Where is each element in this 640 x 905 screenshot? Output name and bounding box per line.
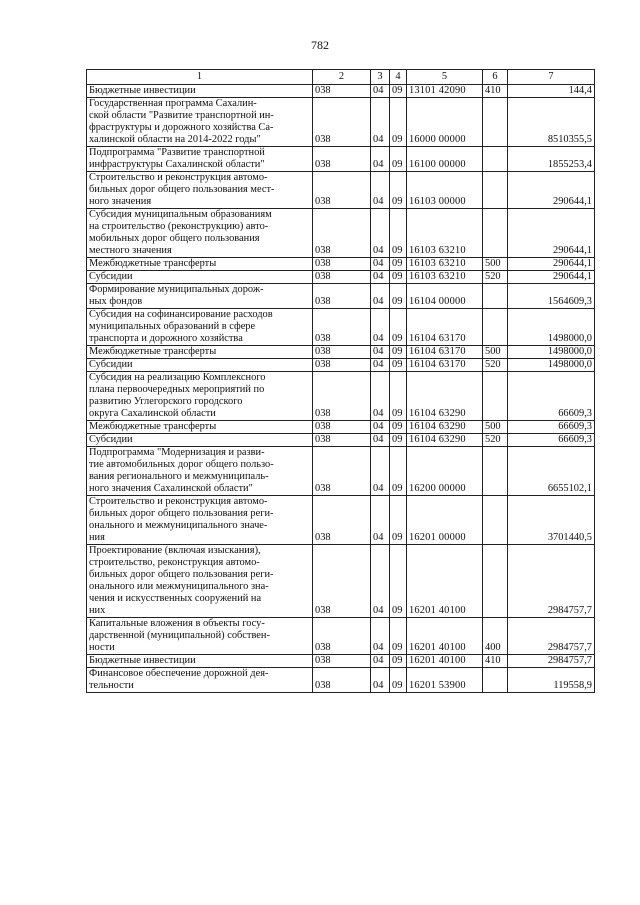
table-row xyxy=(87,284,595,309)
section-code: 04 xyxy=(371,372,390,421)
row-name: Формирование муниципальных дорож- ных фондов xyxy=(87,284,313,309)
section-code: 04 xyxy=(371,421,390,434)
section-code: 04 xyxy=(371,172,390,209)
sum-value: 6655102,1 xyxy=(508,447,595,496)
row-name: Проектирование (включая изыскания), строительство, реконструкция автомо- бильных дорог общего пользования реги- онального или межмуниципального зна- чения и искусственных сооружений на них xyxy=(87,545,313,618)
expense-type-code xyxy=(483,284,508,309)
ministry-code: 038 xyxy=(313,359,371,372)
sum-value: 2984757,7 xyxy=(508,545,595,618)
ministry-code: 038 xyxy=(313,655,371,668)
section-code: 04 xyxy=(371,258,390,271)
header-cell-4: 4 xyxy=(390,70,407,85)
ministry-code: 038 xyxy=(313,447,371,496)
sum-value: 290644,1 xyxy=(508,209,595,258)
table-row xyxy=(87,447,595,496)
expense-type-code: 410 xyxy=(483,655,508,668)
expense-type-code xyxy=(483,147,508,172)
subsection-code: 09 xyxy=(390,147,407,172)
target-article-code: 16103 00000 xyxy=(407,172,483,209)
sum-value: 119558,9 xyxy=(508,668,595,693)
table-row xyxy=(87,209,595,258)
subsection-code: 09 xyxy=(390,372,407,421)
expense-type-code xyxy=(483,668,508,693)
row-name: Подпрограмма "Модернизация и разви- тие автомобильных дорог общего пользо- вания регионального и межмуниципаль- ного значения Сахалинской области" xyxy=(87,447,313,496)
ministry-code: 038 xyxy=(313,545,371,618)
row-name: Строительство и реконструкция автомо- бильных дорог общего пользования мест- ного значения xyxy=(87,172,313,209)
expense-type-code xyxy=(483,98,508,147)
row-name: Субсидия муниципальным образованиям на строительство (реконструкцию) авто- мобильных дорог общего пользования местного значения xyxy=(87,209,313,258)
target-article-code: 16201 40100 xyxy=(407,545,483,618)
expense-type-code: 520 xyxy=(483,434,508,447)
row-name: Капитальные вложения в объекты госу- дарственной (муниципальной) собствен- ности xyxy=(87,618,313,655)
row-name: Подпрограмма "Развитие транспортной инфраструктуры Сахалинской области" xyxy=(87,147,313,172)
target-article-code: 16104 63290 xyxy=(407,372,483,421)
row-name: Субсидии xyxy=(87,434,313,447)
expense-type-code: 500 xyxy=(483,421,508,434)
target-article-code: 16104 63170 xyxy=(407,309,483,346)
section-code: 04 xyxy=(371,209,390,258)
expense-type-code: 400 xyxy=(483,618,508,655)
ministry-code: 038 xyxy=(313,258,371,271)
subsection-code: 09 xyxy=(390,359,407,372)
target-article-code: 16201 00000 xyxy=(407,496,483,545)
section-code: 04 xyxy=(371,655,390,668)
header-cell-1: 1 xyxy=(87,70,313,85)
sum-value: 144,4 xyxy=(508,85,595,98)
table-row xyxy=(87,98,595,147)
table-row xyxy=(87,309,595,346)
row-name: Субсидии xyxy=(87,271,313,284)
row-name: Межбюджетные трансферты xyxy=(87,421,313,434)
ministry-code: 038 xyxy=(313,309,371,346)
header-cell-6: 6 xyxy=(483,70,508,85)
table-row xyxy=(87,147,595,172)
subsection-code: 09 xyxy=(390,421,407,434)
budget-table xyxy=(86,69,595,693)
sum-value: 290644,1 xyxy=(508,258,595,271)
table-row xyxy=(87,655,595,668)
section-code: 04 xyxy=(371,359,390,372)
ministry-code: 038 xyxy=(313,147,371,172)
expense-type-code: 520 xyxy=(483,271,508,284)
table-row xyxy=(87,372,595,421)
target-article-code: 16104 00000 xyxy=(407,284,483,309)
table-row xyxy=(87,434,595,447)
table-row xyxy=(87,359,595,372)
subsection-code: 09 xyxy=(390,346,407,359)
section-code: 04 xyxy=(371,147,390,172)
expense-type-code xyxy=(483,496,508,545)
row-name: Бюджетные инвестиции xyxy=(87,655,313,668)
target-article-code: 16104 63170 xyxy=(407,359,483,372)
section-code: 04 xyxy=(371,496,390,545)
table-row xyxy=(87,668,595,693)
sum-value: 1498000,0 xyxy=(508,346,595,359)
ministry-code: 038 xyxy=(313,421,371,434)
subsection-code: 09 xyxy=(390,85,407,98)
sum-value: 1498000,0 xyxy=(508,359,595,372)
subsection-code: 09 xyxy=(390,271,407,284)
expense-type-code xyxy=(483,309,508,346)
ministry-code: 038 xyxy=(313,618,371,655)
table-row xyxy=(87,496,595,545)
subsection-code: 09 xyxy=(390,309,407,346)
sum-value: 2984757,7 xyxy=(508,618,595,655)
header-cell-5: 5 xyxy=(407,70,483,85)
header-cell-3: 3 xyxy=(371,70,390,85)
subsection-code: 09 xyxy=(390,258,407,271)
row-name: Межбюджетные трансферты xyxy=(87,346,313,359)
table-row xyxy=(87,258,595,271)
sum-value: 1855253,4 xyxy=(508,147,595,172)
header-cell-7: 7 xyxy=(508,70,595,85)
ministry-code: 038 xyxy=(313,496,371,545)
target-article-code: 16000 00000 xyxy=(407,98,483,147)
target-article-code: 16201 53900 xyxy=(407,668,483,693)
target-article-code: 16104 63170 xyxy=(407,346,483,359)
ministry-code: 038 xyxy=(313,85,371,98)
expense-type-code: 520 xyxy=(483,359,508,372)
subsection-code: 09 xyxy=(390,98,407,147)
row-name: Субсидии xyxy=(87,359,313,372)
target-article-code: 16200 00000 xyxy=(407,447,483,496)
row-name: Субсидия на реализацию Комплексного плана первоочередных мероприятий по развитию Углегорского городского округа Сахалинской области xyxy=(87,372,313,421)
subsection-code: 09 xyxy=(390,284,407,309)
expense-type-code xyxy=(483,447,508,496)
target-article-code: 16103 63210 xyxy=(407,271,483,284)
row-name: Субсидия на софинансирование расходов муниципальных образований в сфере транспорта и дорожного хозяйства xyxy=(87,309,313,346)
expense-type-code xyxy=(483,209,508,258)
row-name: Государственная программа Сахалин- ской области "Развитие транспортной ин- фраструктуры и дорожного хозяйства Са- халинской области на 2014-2022 годы" xyxy=(87,98,313,147)
sum-value: 1564609,3 xyxy=(508,284,595,309)
subsection-code: 09 xyxy=(390,209,407,258)
target-article-code: 16201 40100 xyxy=(407,618,483,655)
sum-value: 3701440,5 xyxy=(508,496,595,545)
target-article-code: 16103 63210 xyxy=(407,258,483,271)
ministry-code: 038 xyxy=(313,284,371,309)
section-code: 04 xyxy=(371,545,390,618)
target-article-code: 16104 63290 xyxy=(407,421,483,434)
expense-type-code xyxy=(483,172,508,209)
page-number: 782 xyxy=(311,38,329,52)
table-row xyxy=(87,545,595,618)
row-name: Межбюджетные трансферты xyxy=(87,258,313,271)
section-code: 04 xyxy=(371,309,390,346)
expense-type-code: 410 xyxy=(483,85,508,98)
subsection-code: 09 xyxy=(390,618,407,655)
subsection-code: 09 xyxy=(390,447,407,496)
section-code: 04 xyxy=(371,434,390,447)
table-row xyxy=(87,618,595,655)
sum-value: 290644,1 xyxy=(508,271,595,284)
section-code: 04 xyxy=(371,98,390,147)
table-row xyxy=(87,172,595,209)
row-name: Финансовое обеспечение дорожной дея- тельности xyxy=(87,668,313,693)
section-code: 04 xyxy=(371,618,390,655)
table-row xyxy=(87,421,595,434)
target-article-code: 16104 63290 xyxy=(407,434,483,447)
sum-value: 290644,1 xyxy=(508,172,595,209)
section-code: 04 xyxy=(371,284,390,309)
subsection-code: 09 xyxy=(390,545,407,618)
ministry-code: 038 xyxy=(313,172,371,209)
sum-value: 2984757,7 xyxy=(508,655,595,668)
subsection-code: 09 xyxy=(390,655,407,668)
row-name: Бюджетные инвестиции xyxy=(87,85,313,98)
row-name: Строительство и реконструкция автомо- бильных дорог общего пользования реги- онального и межмуниципального значе- ния xyxy=(87,496,313,545)
target-article-code: 16201 40100 xyxy=(407,655,483,668)
header-cell-2: 2 xyxy=(313,70,371,85)
ministry-code: 038 xyxy=(313,98,371,147)
ministry-code: 038 xyxy=(313,668,371,693)
subsection-code: 09 xyxy=(390,434,407,447)
target-article-code: 16100 00000 xyxy=(407,147,483,172)
ministry-code: 038 xyxy=(313,271,371,284)
subsection-code: 09 xyxy=(390,668,407,693)
expense-type-code xyxy=(483,545,508,618)
subsection-code: 09 xyxy=(390,496,407,545)
ministry-code: 038 xyxy=(313,209,371,258)
table-header-row xyxy=(87,70,595,85)
section-code: 04 xyxy=(371,668,390,693)
section-code: 04 xyxy=(371,85,390,98)
sum-value: 66609,3 xyxy=(508,421,595,434)
ministry-code: 038 xyxy=(313,372,371,421)
sum-value: 66609,3 xyxy=(508,434,595,447)
expense-type-code xyxy=(483,372,508,421)
expense-type-code: 500 xyxy=(483,258,508,271)
ministry-code: 038 xyxy=(313,434,371,447)
target-article-code: 16103 63210 xyxy=(407,209,483,258)
ministry-code: 038 xyxy=(313,346,371,359)
section-code: 04 xyxy=(371,447,390,496)
sum-value: 8510355,5 xyxy=(508,98,595,147)
table-row xyxy=(87,85,595,98)
sum-value: 1498000,0 xyxy=(508,309,595,346)
table-row xyxy=(87,346,595,359)
sum-value: 66609,3 xyxy=(508,372,595,421)
table-row xyxy=(87,271,595,284)
target-article-code: 13101 42090 xyxy=(407,85,483,98)
section-code: 04 xyxy=(371,346,390,359)
section-code: 04 xyxy=(371,271,390,284)
subsection-code: 09 xyxy=(390,172,407,209)
expense-type-code: 500 xyxy=(483,346,508,359)
